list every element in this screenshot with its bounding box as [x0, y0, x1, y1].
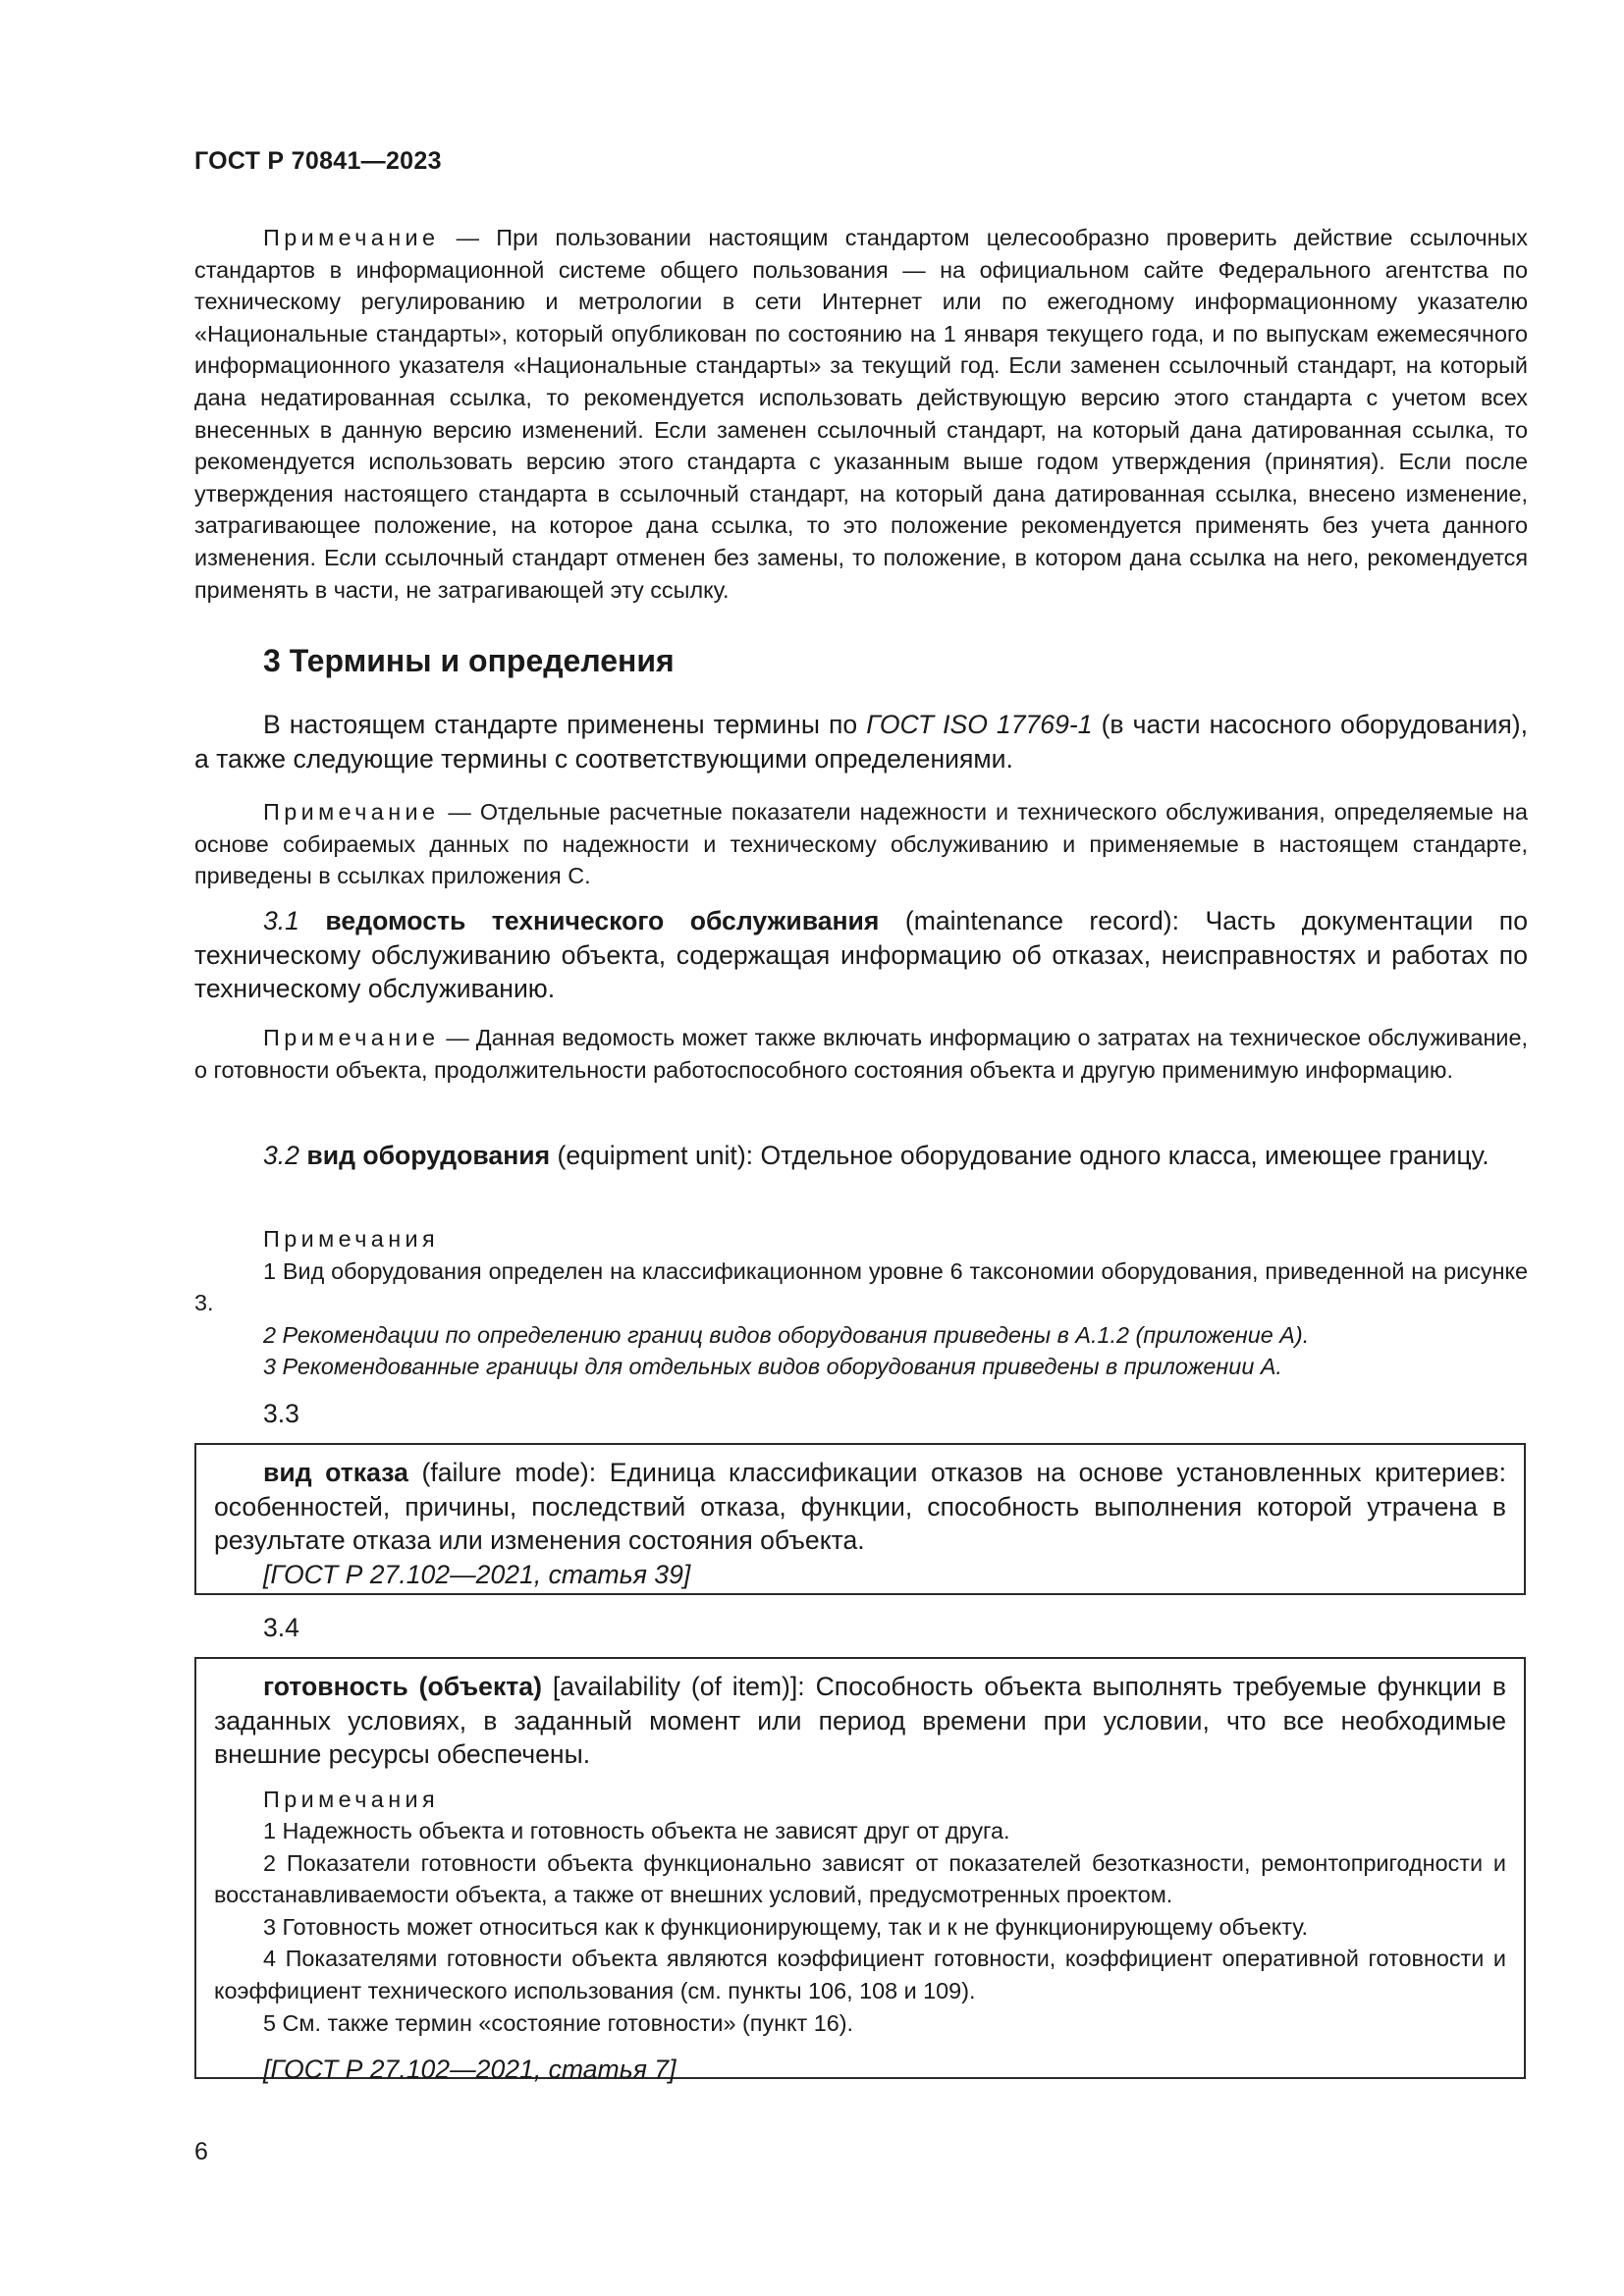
- term-definition: (failure mode): Единица классификации отказов на основе установленных критериев: особенностей, причины, последствий отказа, функции, способность выполнения которой утрачена в результате отказа или изменения состояния объекта.: [214, 1458, 1506, 1555]
- term-name: готовность (объекта): [263, 1672, 542, 1701]
- section-intro: В настоящем стандарте применены термины по ГОСТ ISO 17769-1 (в части насосного оборудования), а также следующие термины с соответствующими определениями.: [194, 710, 1528, 774]
- notes-label: Примечания: [263, 1226, 440, 1252]
- term-number: 3.1: [263, 906, 299, 935]
- term-definition: (equipment unit): Отдельное оборудование одного класса, имеющее границу.: [550, 1141, 1489, 1170]
- term-3-4-notes: [214, 1784, 1506, 2040]
- note-item: 1 Надежность объекта и готовность объекта не зависят друг от друга.: [263, 1818, 1010, 1844]
- term-definition: (maintenance record): Часть документации по техническому обслуживанию объекта, содержащая информацию об отказах, неисправностях и работах по техническому обслуживанию.: [194, 906, 1528, 1003]
- term-3-4: [214, 1670, 1506, 1772]
- document-header: ГОСТ Р 70841—2023: [194, 147, 442, 175]
- note-text: — При пользовании настоящим стандартом целесообразно проверить действие ссылочных стандартов в информационной системе общего пользования — на официальном сайте Федерального агентства по техническому регулированию и метрологии в сети Интернет или по ежегодному информационному указателю «Национальные стандарты», который опубликован по состоянию на 1 января текущего года, и по выпускам ежемесячного информационного указателя «Национальные стандарты» за текущий год. Если заменен ссылочный стандарт, на который дана недатированная ссылка, то рекомендуется использовать действующую версию этого стандарта с учетом всех внесенных в данную версию изменений. Если заменен ссылочный стандарт, на который дана датированная ссылка, то рекомендуется использовать версию этого стандарта с указанным выше годом утверждения (принятия). Если после утверждения настоящего стандарта в ссылочный стандарт, на который дана датированная ссылка, внесено изменение, затрагивающее положение, на которое дана ссылка, то это положение рекомендуется применять без учета данного изменения. Если ссылочный стандарт отменен без замены, то положение, в котором дана ссылка на него, рекомендуется применять в части, не затрагивающей эту ссылку.: [194, 225, 1528, 603]
- standard-reference: ГОСТ ISO 17769-1: [866, 710, 1093, 739]
- section-note: Примечание — Отдельные расчетные показатели надежности и технического обслуживания, определяемые на основе собираемых данных по надежности и техническому обслуживанию и применяемые в настоящем стандарте, приведены в ссылках приложения С.: [194, 799, 1528, 889]
- term-3-3: [214, 1456, 1506, 1558]
- term-number: 3.2: [263, 1141, 299, 1170]
- term-3-3-box: [194, 1443, 1526, 1595]
- notes-label: Примечания: [263, 1786, 440, 1812]
- note-item: 5 См. также термин «состояние готовности» (пункт 16).: [263, 2009, 854, 2036]
- term-name: ведомость технического обслуживания: [325, 906, 880, 935]
- term-3-1: [194, 904, 1528, 1006]
- term-name: вид оборудования: [306, 1141, 551, 1170]
- term-3-3-number: 3.3: [263, 1399, 299, 1428]
- page-number: 6: [194, 2138, 208, 2165]
- term-source: [ГОСТ Р 27.102—2021, статья 7]: [263, 2055, 677, 2085]
- term-3-2: [194, 1139, 1528, 1173]
- note-item: 3 Готовность может относиться как к функционирующему, так и к не функционирующему объекту.: [263, 1913, 1309, 1940]
- term-name: вид отказа: [263, 1458, 408, 1487]
- note-item: 1 Вид оборудования определен на классификационном уровне 6 таксономии оборудования, приведенной на рисунке 3.: [194, 1257, 1528, 1316]
- term-source: [ГОСТ Р 27.102—2021, статья 39]: [263, 1559, 691, 1589]
- note-label: Примечание: [263, 225, 440, 250]
- note-item: 3 Рекомендованные границы для отдельных видов оборудования приведены в приложении А.: [263, 1354, 1282, 1380]
- note-item: 2 Показатели готовности объекта функционально зависят от показателей безотказности, ремонтопригодности и восстанавливаемости объекта, а также от внешних условий, предусмотренных проектом.: [214, 1849, 1506, 1908]
- term-3-4-box: [194, 1657, 1526, 2085]
- note-referenced-standards: [194, 222, 1528, 606]
- term-3-1-note: Примечание — Данная ведомость может также включать информацию о затратах на техническое обслуживание, о готовности объекта, продолжительности работоспособного состояния объекта и другую применимую информацию.: [194, 1025, 1528, 1083]
- note-item: 2 Рекомендации по определению границ видов оборудования приведены в А.1.2 (приложение А).: [263, 1321, 1310, 1348]
- term-3-2-notes: [194, 1223, 1528, 1383]
- note-item: 4 Показателями готовности объекта являются коэффициент готовности, коэффициент оперативной готовности и коэффициент технического использования (см. пункты 106, 108 и 109).: [214, 1946, 1506, 2004]
- term-definition: [availability (of item)]: Способность объекта выполнять требуемые функции в заданных условиях, в заданный момент или период времени при условии, что все необходимые внешние ресурсы обеспечены.: [214, 1672, 1506, 1769]
- term-3-4-number: 3.4: [263, 1613, 299, 1642]
- section-heading: 3 Термины и определения: [263, 643, 675, 678]
